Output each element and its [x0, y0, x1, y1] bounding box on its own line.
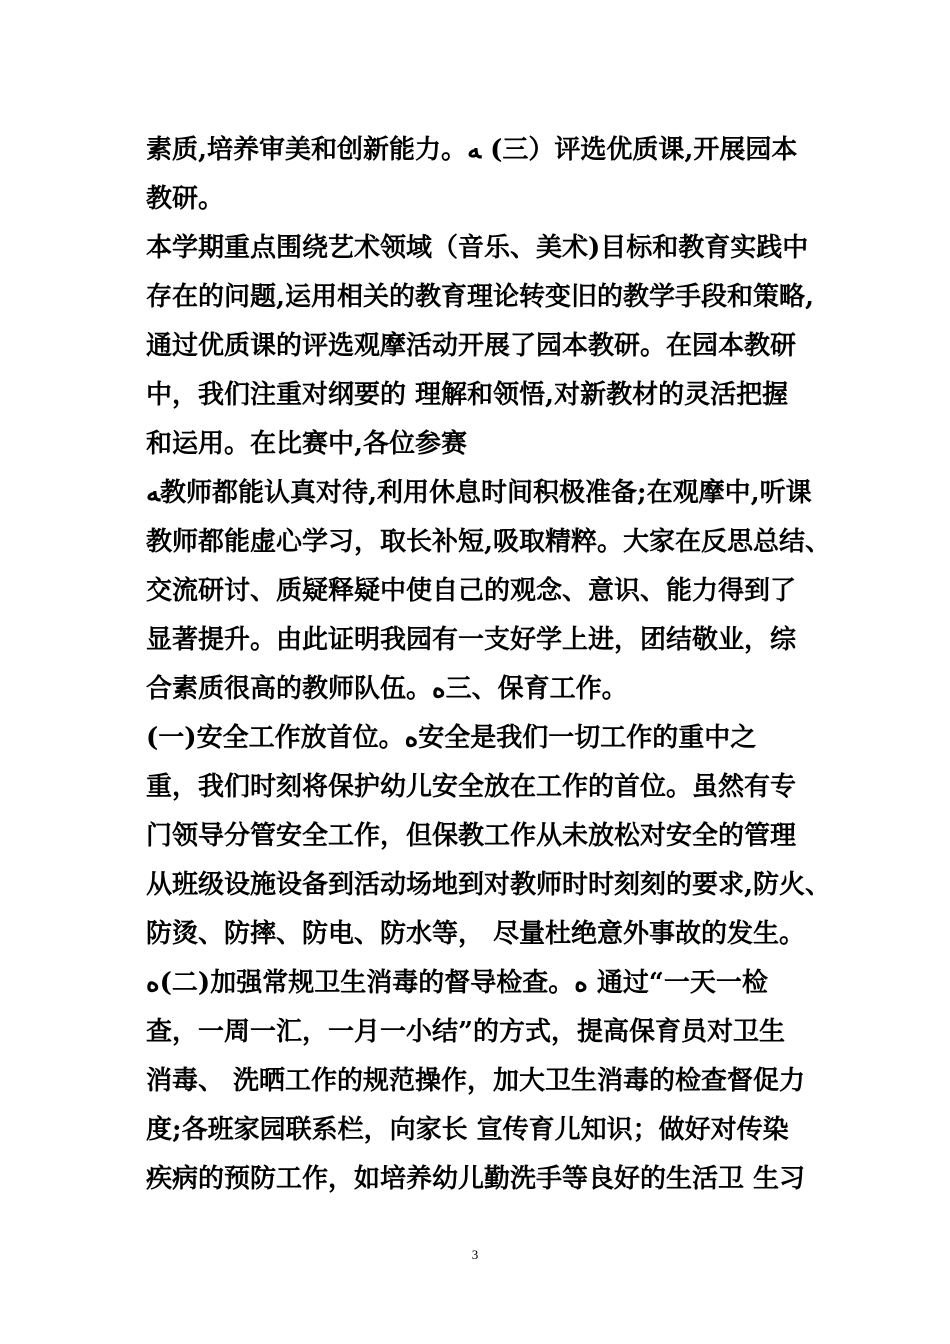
text-line: 消毒、 洗晒工作的规范操作，加大卫生消毒的检查督促力: [146, 1066, 806, 1096]
text-line: ﻪ教师都能认真对待,利用休息时间积极准备;在观摩中,听课: [146, 478, 812, 508]
text-line: 和运用。在比赛中,各位参赛: [146, 429, 468, 459]
text-line: 教研。: [146, 184, 225, 214]
text-line: 存在的问题,运用相关的教育理论转变旧的教学手段和策略,: [146, 282, 815, 312]
text-line: 通过优质课的评选观摩活动开展了园本教研。在园本教研: [146, 331, 797, 361]
text-line: 合素质很高的教师队伍。ﻩ三、保育工作。: [146, 674, 628, 704]
text-line: 中，我们注重对纲要的 理解和领悟,对新教材的灵活把握: [146, 380, 789, 410]
text-line: 本学期重点围绕艺术领域（音乐、美术)目标和教育实践中: [146, 233, 809, 263]
text-line: 显著提升。由此证明我园有一支好学上进，团结敬业，综: [146, 625, 797, 655]
text-line: ﻩ(二)加强常规卫生消毒的督导检查。ﻩ 通过“一天一检: [146, 968, 768, 998]
text-line: 度;各班家园联系栏，向家长 宣传育儿知识；做好对传染: [146, 1115, 789, 1145]
text-line: 素质,培养审美和创新能力。ﻪ (三）评选优质课,开展园本: [146, 135, 798, 165]
text-line: 教师都能虚心学习，取长补短,吸取精粹。大家在反思总结、: [146, 527, 832, 557]
text-line: 交流研讨、质疑释疑中使自己的观念、意识、能力得到了: [146, 576, 797, 606]
page-number: 3: [471, 1247, 479, 1262]
text-line: 查，一周一汇，一月一小结”的方式，提高保育员对卫生: [146, 1017, 785, 1047]
text-line: 疾病的预防工作，如培养幼儿勤洗手等良好的生活卫 生习: [146, 1164, 806, 1194]
text-line: 从班级设施设备到活动场地到对教师时时刻刻的要求,防火、: [146, 870, 832, 900]
text-line: 重，我们时刻将保护幼儿安全放在工作的首位。虽然有专: [146, 772, 797, 802]
text-line: 门领导分管安全工作，但保教工作从未放松对安全的管理: [146, 821, 797, 851]
body-text: [146, 126, 836, 1204]
text-line: 防烫、防摔、防电、防水等， 尽量杜绝意外事故的发生。: [146, 919, 806, 949]
text-line: (一)安全工作放首位。ﻩ安全是我们一切工作的重中之: [146, 723, 757, 753]
